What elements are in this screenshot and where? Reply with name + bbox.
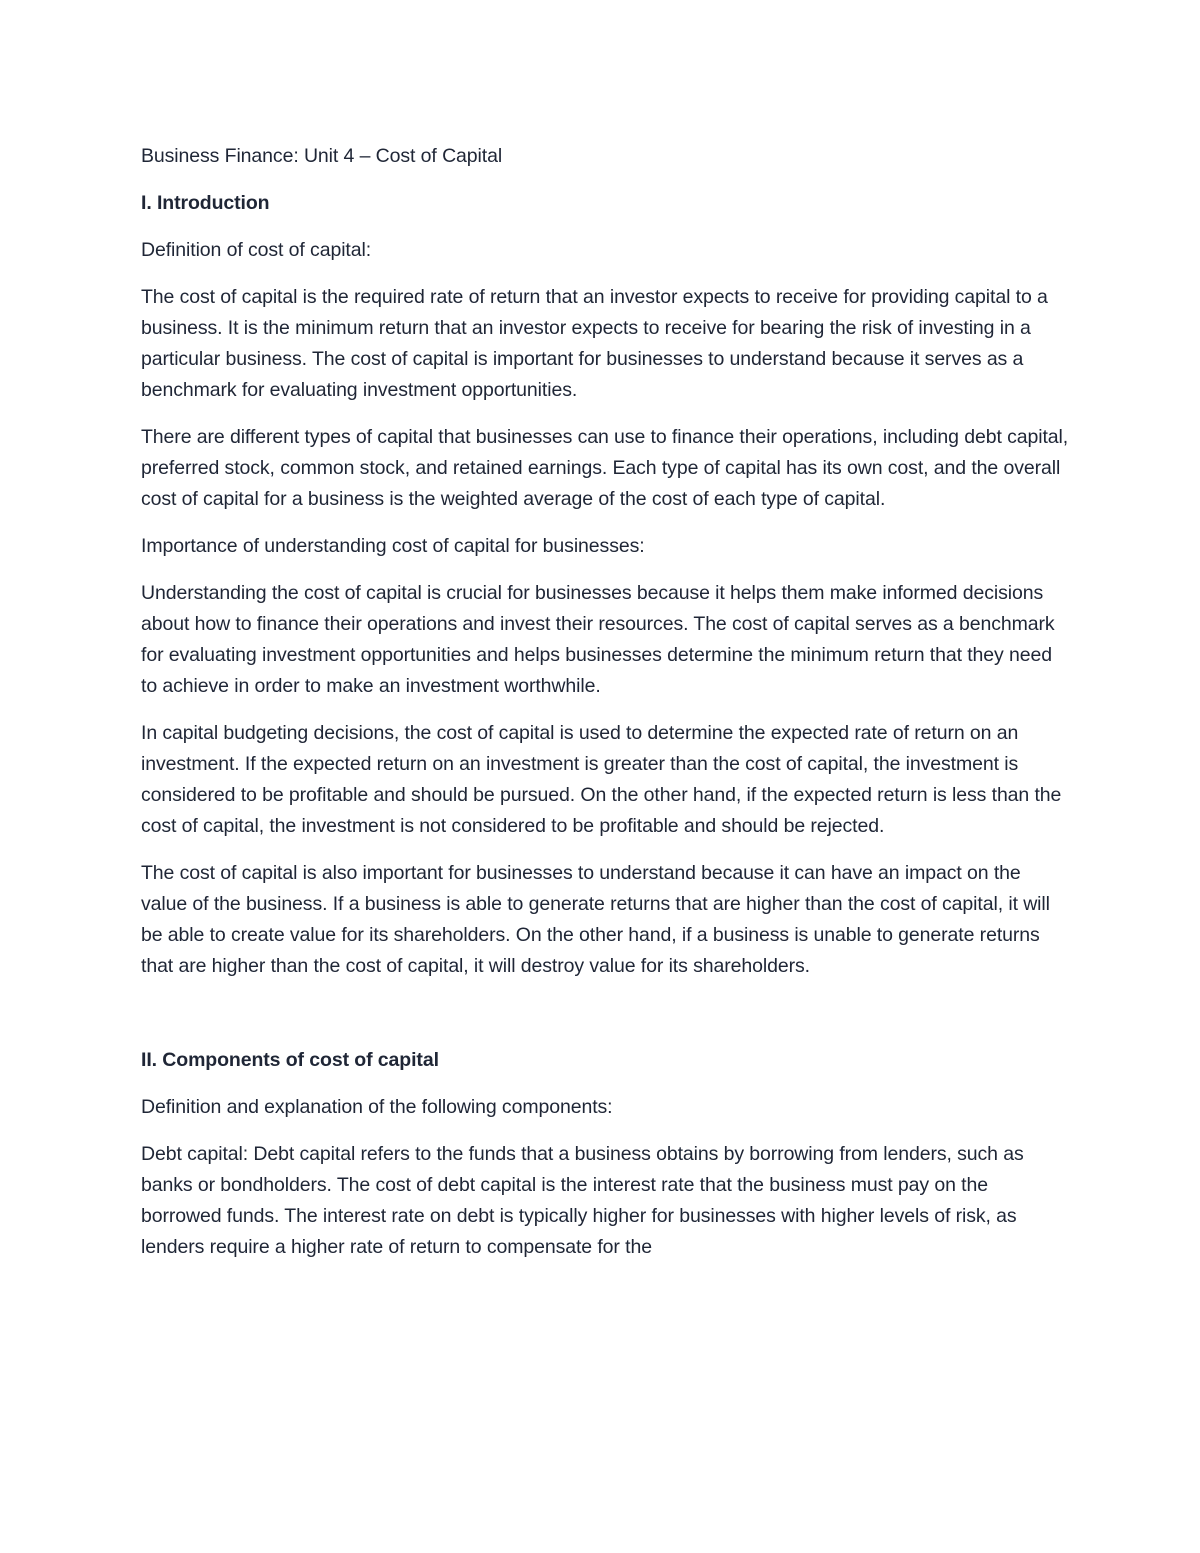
paragraph: The cost of capital is also important for businesses to understand because it can have an impact on the value of the business. If a business is able to generate returns that are higher than the cost of capital, it will be able to create value for its shareholders. On the other hand, if a business is unable to generate returns that are higher than the cost of capital, it will destroy value for its shareholders. — [141, 862, 1050, 977]
definition-label: Definition and explanation of the following components: — [141, 1096, 613, 1118]
document-body — [141, 141, 1071, 1279]
section-heading-introduction: I. Introduction — [141, 192, 270, 214]
paragraph: There are different types of capital that businesses can use to finance their operations, including debt capital, preferred stock, common stock, and retained earnings. Each type of capital has its own cost, and the overall cost of capital for a business is the weighted average of the cost of each type of capital. — [141, 426, 1069, 510]
paragraph: In capital budgeting decisions, the cost of capital is used to determine the expected rate of return on an investment. If the expected return on an investment is greater than the cost of capital, the investment is considered to be profitable and should be pursued. On the other hand, if the expected return is less than the cost of capital, the investment is not considered to be profitable and should be rejected. — [141, 722, 1062, 837]
section-heading-components: II. Components of cost of capital — [141, 1049, 439, 1071]
importance-label: Importance of understanding cost of capital for businesses: — [141, 535, 645, 557]
paragraph: Debt capital: Debt capital refers to the funds that a business obtains by borrowing from lenders, such as banks or bondholders. The cost of debt capital is the interest rate that the business must pay on the borrowed funds. The interest rate on debt is typically higher for businesses with higher levels of risk, as lenders require a higher rate of return to compensate for the — [141, 1143, 1024, 1258]
blank-line — [141, 998, 1071, 1029]
definition-label: Definition of cost of capital: — [141, 239, 372, 261]
paragraph: The cost of capital is the required rate of return that an investor expects to receive for providing capital to a business. It is the minimum return that an investor expects to receive for bearing the risk of investing in a particular business. The cost of capital is important for businesses to understand because it serves as a benchmark for evaluating investment opportunities. — [141, 286, 1048, 401]
document-title: Business Finance: Unit 4 – Cost of Capital — [141, 145, 503, 167]
paragraph: Understanding the cost of capital is crucial for businesses because it helps them make informed decisions about how to finance their operations and invest their resources. The cost of capital serves as a benchmark for evaluating investment opportunities and helps businesses determine the minimum return that they need to achieve in order to make an investment worthwhile. — [141, 582, 1055, 697]
